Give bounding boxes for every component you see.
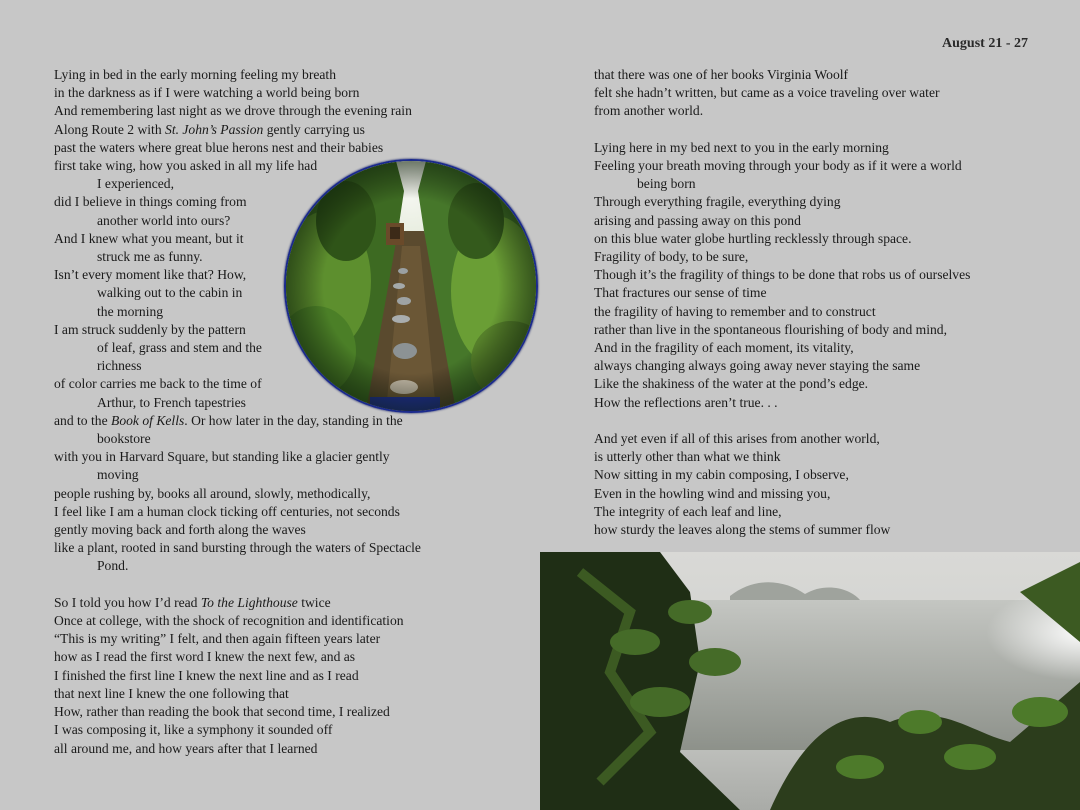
poem-right-column xyxy=(594,66,1044,539)
poem-line: Though it’s the fragility of things to be done that robs us of ourselves xyxy=(594,267,971,283)
poem-line: And yet even if all of this arises from another world, xyxy=(594,431,880,447)
poem-line: always changing always going away never staying the same xyxy=(594,358,921,374)
poem-line: And remembering last night as we drove through the evening rain xyxy=(54,103,412,119)
poem-line: struck me as funny. xyxy=(97,249,203,265)
poem-line: Isn’t every moment like that? How, xyxy=(54,267,247,283)
poem-line: Now sitting in my cabin composing, I observe, xyxy=(594,467,849,483)
poem-line: Fragility of body, to be sure, xyxy=(594,249,749,265)
poem-line: that there was one of her books Virginia Woolf xyxy=(594,67,849,82)
poem-line: Feeling your breath moving through your body as if it were a world xyxy=(594,158,962,173)
stanza-break xyxy=(54,576,494,594)
date-range-header: August 21 - 27 xyxy=(942,36,1028,51)
poem-line: I am struck suddenly by the pattern xyxy=(54,321,246,337)
poem-line: Pond. xyxy=(97,558,129,574)
poem-line: Arthur, to French tapestries xyxy=(97,394,246,410)
poem-line: “This is my writing” I felt, and then again fifteen years later xyxy=(54,631,381,647)
poem-line: of color carries me back to the time of xyxy=(54,376,262,392)
poem-line: is utterly other than what we think xyxy=(594,449,781,465)
poem-line: Once at college, with the shock of recognition and identification xyxy=(54,613,404,629)
poem-line: people rushing by, books all around, slowly, methodically, xyxy=(54,485,371,501)
poem-line: I finished the first line I knew the next line and as I read xyxy=(54,667,359,683)
poem-line: Along Route 2 with St. John’s Passion gently carrying us xyxy=(54,121,365,137)
italic-title: To the Lighthouse xyxy=(200,594,298,610)
poem-line: past the waters where great blue herons nest and their babies xyxy=(54,139,384,155)
poem-line: and to the Book of Kells. Or how later in the day, standing in the xyxy=(54,412,403,428)
poem-line: did I believe in things coming from xyxy=(54,194,247,210)
poem-line: richness xyxy=(97,358,142,374)
poem-line: I feel like I am a human clock ticking off centuries, not seconds xyxy=(54,503,400,519)
poem-line: how as I read the first word I knew the next few, and as xyxy=(54,649,356,665)
poem-line: That fractures our sense of time xyxy=(594,285,767,301)
poem-line: first take wing, how you asked in all my life had xyxy=(54,158,318,174)
stanza-break xyxy=(594,121,1044,139)
poem-line: Lying in bed in the early morning feeling my breath xyxy=(54,67,336,82)
spherical-forest-path-photo xyxy=(284,159,538,413)
poem-line: from another world. xyxy=(594,103,704,119)
poem-line: how sturdy the leaves along the stems of summer flow xyxy=(594,522,891,538)
poem-line: another world into ours? xyxy=(97,212,231,228)
poem-line: Even in the howling wind and missing you, xyxy=(594,485,831,501)
poem-line: I was composing it, like a symphony it sounded off xyxy=(54,722,333,738)
poem-line: all around me, and how years after that I learned xyxy=(54,740,318,756)
italic-title: Book of Kells xyxy=(111,412,185,428)
poem-line: on this blue water globe hurtling recklessly through space. xyxy=(594,230,912,246)
poem-line: like a plant, rooted in sand bursting through the waters of Spectacle xyxy=(54,540,421,556)
poem-line: And I knew what you meant, but it xyxy=(54,230,244,246)
italic-title: St. John’s Passion xyxy=(165,121,264,137)
poem-line: being born xyxy=(637,176,696,192)
misty-pond-photo xyxy=(540,552,1080,810)
poem-line: Through everything fragile, everything dying xyxy=(594,194,841,210)
poem-line: Like the shakiness of the water at the pond’s edge. xyxy=(594,376,869,392)
poem-line: the fragility of having to remember and to construct xyxy=(594,303,876,319)
poem-line: How the reflections aren’t true. . . xyxy=(594,394,778,410)
poem-line: rather than live in the spontaneous flourishing of body and mind, xyxy=(594,321,947,337)
poem-line: with you in Harvard Square, but standing like a glacier gently xyxy=(54,449,390,465)
poem-line: The integrity of each leaf and line, xyxy=(594,503,782,519)
poem-line: felt she hadn’t written, but came as a voice traveling over water xyxy=(594,85,940,101)
poem-line: So I told you how I’d read To the Lighthouse twice xyxy=(54,594,331,610)
stanza-break xyxy=(594,412,1044,430)
poem-line: that next line I knew the one following that xyxy=(54,685,289,701)
poem-line: in the darkness as if I were watching a world being born xyxy=(54,85,360,101)
poem-line: bookstore xyxy=(97,431,151,447)
poem-line: Lying here in my bed next to you in the early morning xyxy=(594,139,889,155)
poem-line: I experienced, xyxy=(97,176,174,192)
poem-line: moving xyxy=(97,467,139,483)
poem-line: arising and passing away on this pond xyxy=(594,212,801,228)
poem-line: the morning xyxy=(97,303,164,319)
poem-line: And in the fragility of each moment, its vitality, xyxy=(594,340,854,356)
poem-line: How, rather than reading the book that second time, I realized xyxy=(54,704,390,720)
poem-line: walking out to the cabin in xyxy=(97,285,243,301)
poem-line: of leaf, grass and stem and the xyxy=(97,340,262,356)
poem-line: gently moving back and forth along the waves xyxy=(54,522,306,538)
